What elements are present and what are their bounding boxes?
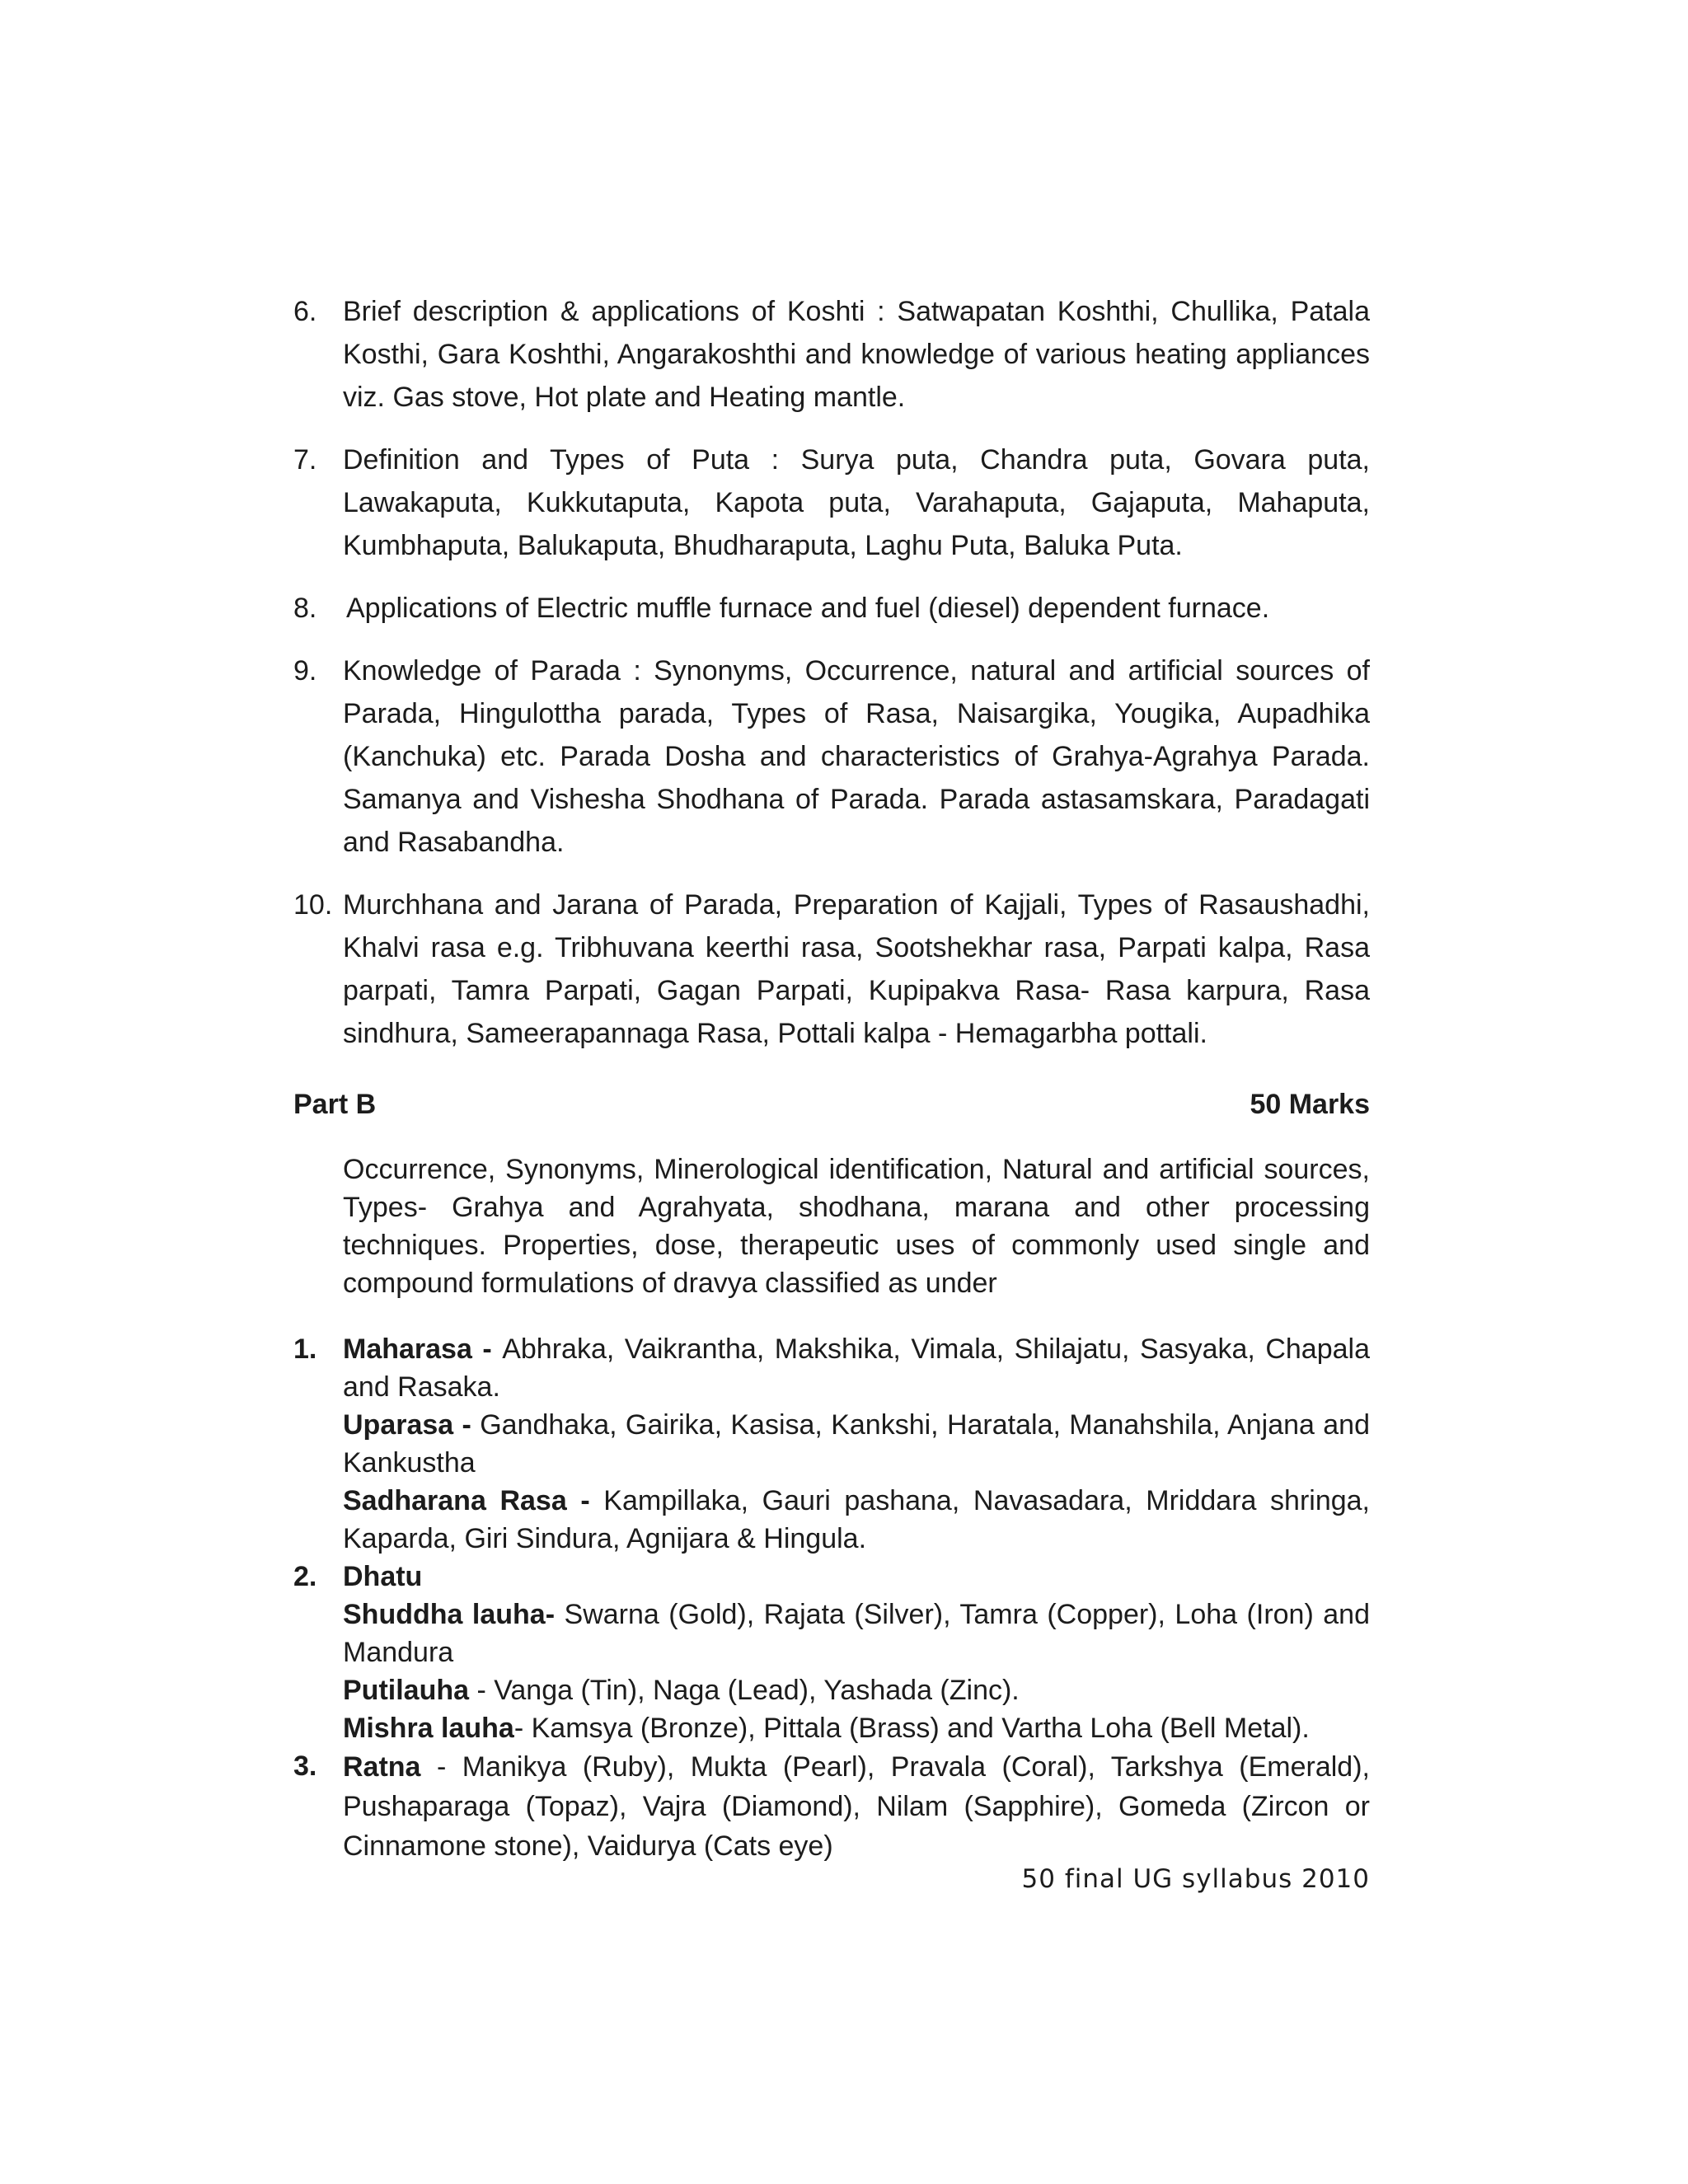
list-item — [293, 587, 1370, 630]
list-item — [293, 290, 1370, 419]
item-number: 10. — [293, 889, 333, 921]
mishra-entry — [343, 1709, 1370, 1747]
item-text: Murchhana and Jarana of Parada, Preparation of Kajjali, Types of Rasaushadhi, Khalvi rasa e.g. Tribhuvana keerthi rasa, Sootshekhar rasa, Parpati kalpa, Rasa parpati, Tamra Parpati, Gagan Parpati, Kupipakva Rasa- Rasa karpura, Rasa sindhura, Sameerapannaga Rasa, Pottali kalpa - Hemagarbha pottali. — [343, 889, 1370, 1049]
item-number: 9. — [293, 655, 317, 687]
list-item — [293, 438, 1370, 567]
item-number: 3. — [293, 1750, 317, 1782]
dhatu-heading: Dhatu — [343, 1561, 423, 1592]
page-footer: 50 final UG syllabus 2010 — [1021, 1864, 1370, 1894]
part-b-title: Part B — [293, 1089, 377, 1120]
maharasa-label: Maharasa - — [343, 1333, 503, 1365]
list-item — [293, 883, 1370, 1055]
puti-entry — [343, 1671, 1370, 1709]
list-item — [293, 1558, 1370, 1747]
uparasa-entry — [343, 1406, 1370, 1482]
sadharana-text: Kampillaka, Gauri pashana, Navasadara, Mriddara shringa, Kaparda, Giri Sindura, Agnijara & Hingula. — [343, 1485, 1370, 1554]
item-number: 1. — [293, 1333, 317, 1365]
item-body — [343, 1747, 1370, 1866]
maharasa-entry — [343, 1330, 1370, 1406]
mishra-label: Mishra lauha — [343, 1713, 514, 1744]
item-text: Definition and Types of Puta : Surya puta, Chandra puta, Govara puta, Lawakaputa, Kukkutaputa, Kapota puta, Varahaputa, Gajaputa, Mahaputa, Kumbhaputa, Balukaputa, Bhudharaputa, Laghu Puta, Baluka Puta. — [343, 444, 1370, 561]
item-number: 7. — [293, 444, 317, 476]
part-b-heading — [293, 1083, 1370, 1126]
shuddha-entry — [343, 1596, 1370, 1671]
shuddha-text: Swarna (Gold), Rajata (Silver), Tamra (Copper), Loha (Iron) and Mandura — [343, 1599, 1370, 1668]
item-text: Applications of Electric muffle furnace and fuel (diesel) dependent furnace. — [346, 593, 1270, 624]
item-body — [343, 1330, 1370, 1558]
part-b-marks: 50 Marks — [1250, 1089, 1370, 1120]
maharasa-text: Abhraka, Vaikrantha, Makshika, Vimala, Shilajatu, Sasyaka, Chapala and Rasaka. — [343, 1333, 1370, 1403]
puti-text: - Vanga (Tin), Naga (Lead), Yashada (Zinc). — [469, 1675, 1020, 1706]
sadharana-label: Sadharana Rasa - — [343, 1485, 604, 1516]
sadharana-entry — [343, 1482, 1370, 1558]
ratna-text: - Manikya (Ruby), Mukta (Pearl), Pravala (Coral), Tarkshya (Emerald), Pushaparaga (Topaz), Vajra (Diamond), Nilam (Sapphire), Gomeda (Zircon or Cinnamone stone), Vaidurya (Cats eye) — [343, 1751, 1370, 1862]
list-item — [293, 1747, 1370, 1866]
part-b-intro: Occurrence, Synonyms, Minerological identification, Natural and artificial sources, Types- Grahya and Agrahyata, shodhana, marana and other processing techniques. Properties, dose, therapeutic uses of commonly used single and compound formulations of dravya classified as under — [343, 1154, 1370, 1299]
document-body — [293, 290, 1370, 1866]
list-item — [293, 649, 1370, 864]
shuddha-label: Shuddha lauha- — [343, 1599, 565, 1630]
item-body — [343, 1558, 1370, 1747]
ratna-label: Ratna — [343, 1751, 421, 1783]
item-number: 2. — [293, 1561, 317, 1592]
list-item — [293, 1330, 1370, 1558]
item-number: 8. — [293, 593, 317, 624]
puti-label: Putilauha — [343, 1675, 470, 1706]
part-b-list — [293, 1330, 1370, 1866]
mishra-text: - Kamsya (Bronze), Pittala (Brass) and Vartha Loha (Bell Metal). — [513, 1713, 1310, 1744]
item-text: Knowledge of Parada : Synonyms, Occurrence, natural and artificial sources of Parada, Hingulottha parada, Types of Rasa, Naisargika, Yougika, Aupadhika (Kanchuka) etc. Parada Dosha and characteristics of Grahya-Agrahya Parada. Samanya and Vishesha Shodhana of Parada. Parada astasamskara, Paradagati and Rasabandha. — [343, 655, 1370, 858]
uparasa-label: Uparasa - — [343, 1409, 481, 1441]
item-number: 6. — [293, 296, 317, 327]
ratna-entry — [343, 1747, 1370, 1866]
uparasa-text: Gandhaka, Gairika, Kasisa, Kankshi, Haratala, Manahshila, Anjana and Kankustha — [343, 1409, 1370, 1479]
item-text: Brief description & applications of Koshti : Satwapatan Koshthi, Chullika, Patala Kosthi, Gara Koshthi, Angarakoshthi and knowledge of various heating appliances viz. Gas stove, Hot plate and Heating mantle. — [343, 296, 1370, 413]
